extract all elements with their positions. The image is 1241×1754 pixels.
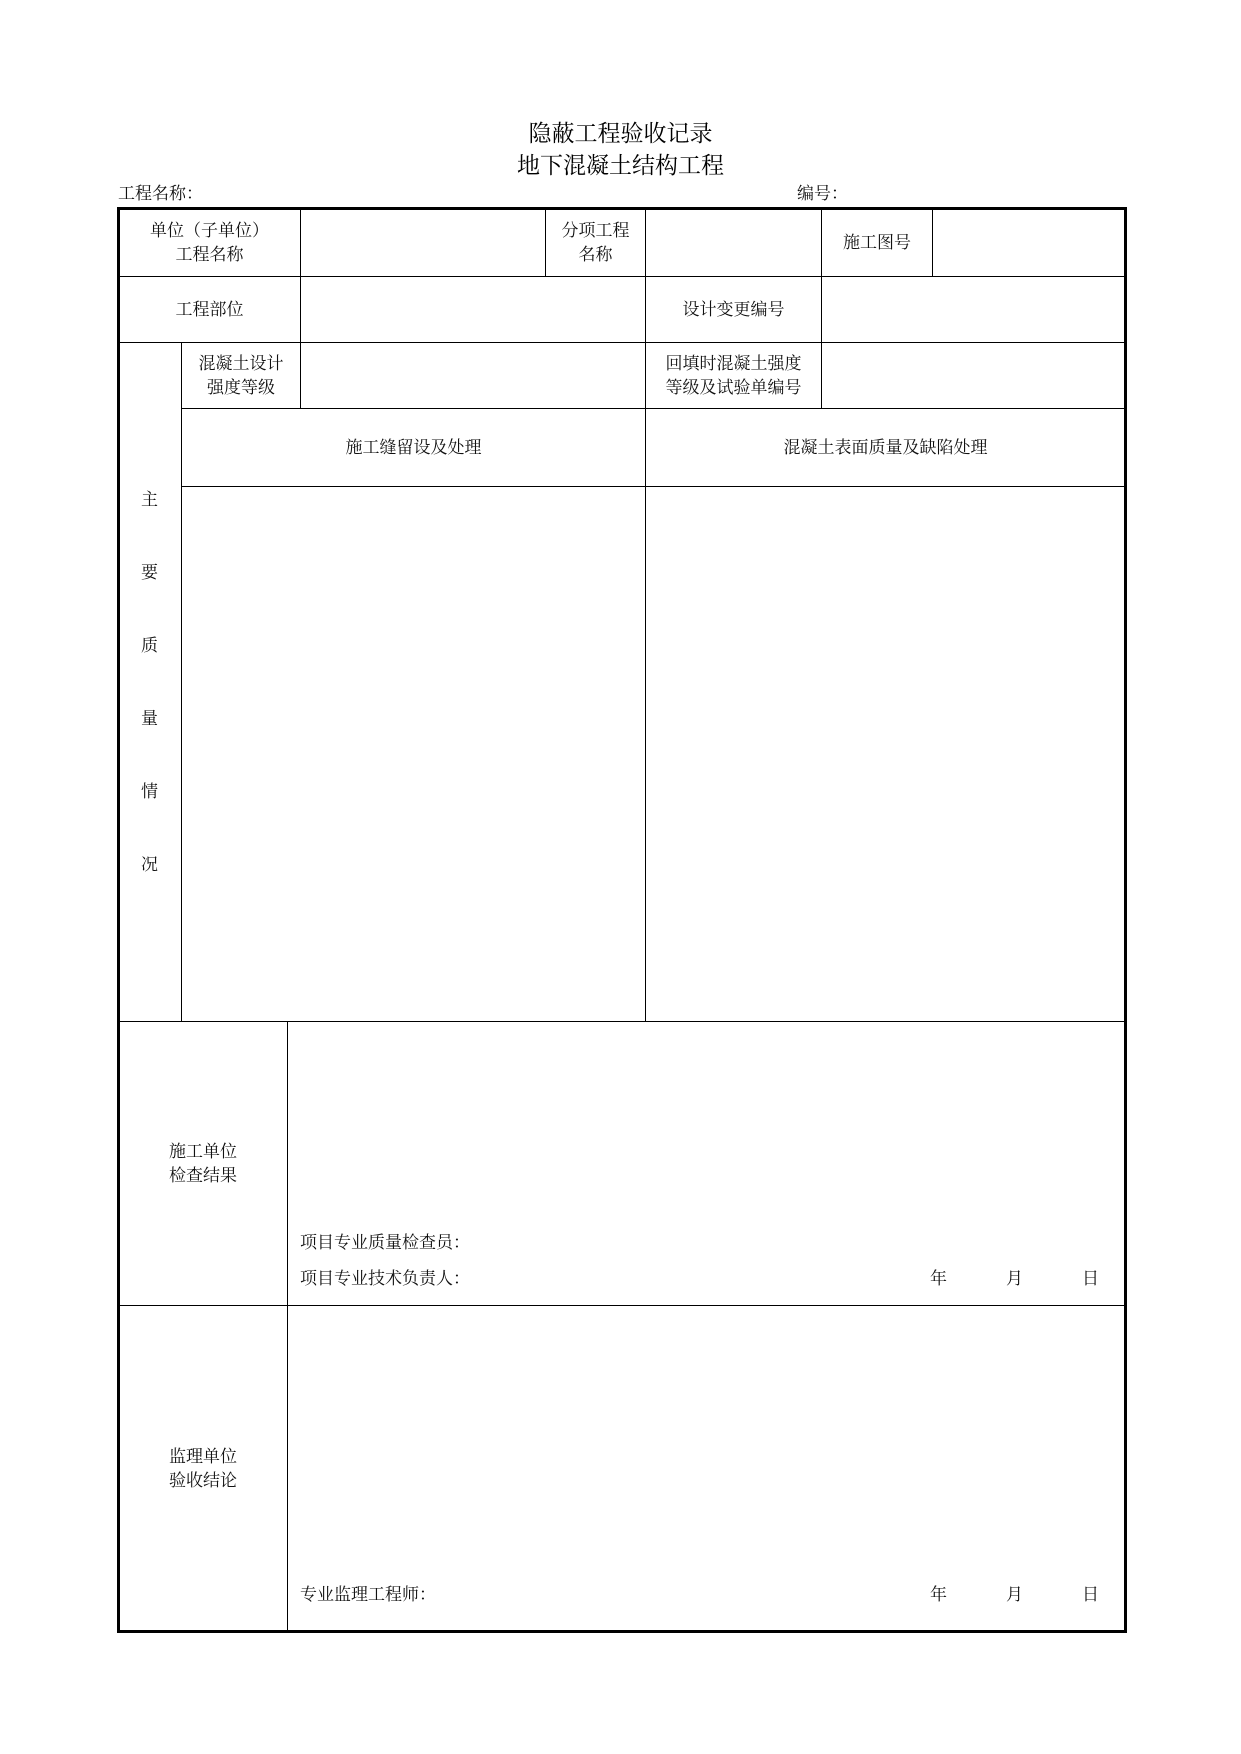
technical-lead-label: 项目专业技术负责人：: [300, 1269, 470, 1289]
construction-year-label: 年: [930, 1269, 947, 1289]
surface-quality-header: 混凝土表面质量及缺陷处理: [783, 437, 988, 458]
concrete-design-grade-label: 混凝土设计 强度等级: [198, 353, 284, 398]
supervision-year-label: 年: [930, 1585, 947, 1605]
backfill-strength-label: 回填时混凝土强度 等级及试验单编号: [665, 353, 802, 398]
design-change-number-value[interactable]: [822, 277, 1125, 342]
main-quality-side-char: 况: [141, 855, 158, 875]
quality-inspector-label: 项目专业质量检查员：: [300, 1233, 470, 1253]
subitem-project-name-label: 分项工程 名称: [561, 220, 630, 265]
record-number-label: 编号：: [797, 184, 848, 204]
document-subtitle: 地下混凝土结构工程: [517, 153, 724, 179]
backfill-strength-value[interactable]: [822, 343, 1125, 408]
main-quality-side-char: 要: [141, 563, 158, 583]
supervision-unit-label: 监理单位 验收结论: [169, 1446, 237, 1491]
unit-project-name-label: 单位（子单位） 工程名称: [150, 220, 269, 265]
project-name-label: 工程名称：: [118, 184, 203, 204]
main-quality-side-char: 质: [141, 636, 158, 656]
project-part-label: 工程部位: [175, 299, 244, 320]
main-quality-side-char: 量: [141, 709, 158, 729]
unit-project-name-value[interactable]: [301, 209, 545, 276]
project-part-value[interactable]: [301, 277, 645, 342]
supervision-month-label: 月: [1006, 1585, 1023, 1605]
drawing-number-label: 施工图号: [843, 232, 911, 253]
main-quality-side-char: 主: [141, 490, 158, 510]
construction-unit-result-area[interactable]: [288, 1022, 1125, 1222]
construction-month-label: 月: [1006, 1269, 1023, 1289]
construction-unit-label: 施工单位 检查结果: [169, 1141, 237, 1186]
design-change-number-label: 设计变更编号: [682, 299, 785, 320]
construction-day-label: 日: [1082, 1269, 1099, 1289]
construction-joint-header: 施工缝留设及处理: [345, 437, 482, 458]
concrete-design-grade-value[interactable]: [301, 343, 645, 408]
surface-quality-content[interactable]: [646, 487, 1125, 1021]
supervision-conclusion-area[interactable]: [288, 1306, 1125, 1574]
supervising-engineer-label: 专业监理工程师：: [300, 1585, 436, 1605]
subitem-project-name-value[interactable]: [646, 209, 821, 276]
main-quality-side-char: 情: [141, 782, 158, 802]
construction-joint-content[interactable]: [182, 487, 645, 1021]
document-title: 隐蔽工程验收记录: [528, 121, 713, 147]
drawing-number-value[interactable]: [933, 209, 1125, 276]
supervision-day-label: 日: [1082, 1585, 1099, 1605]
